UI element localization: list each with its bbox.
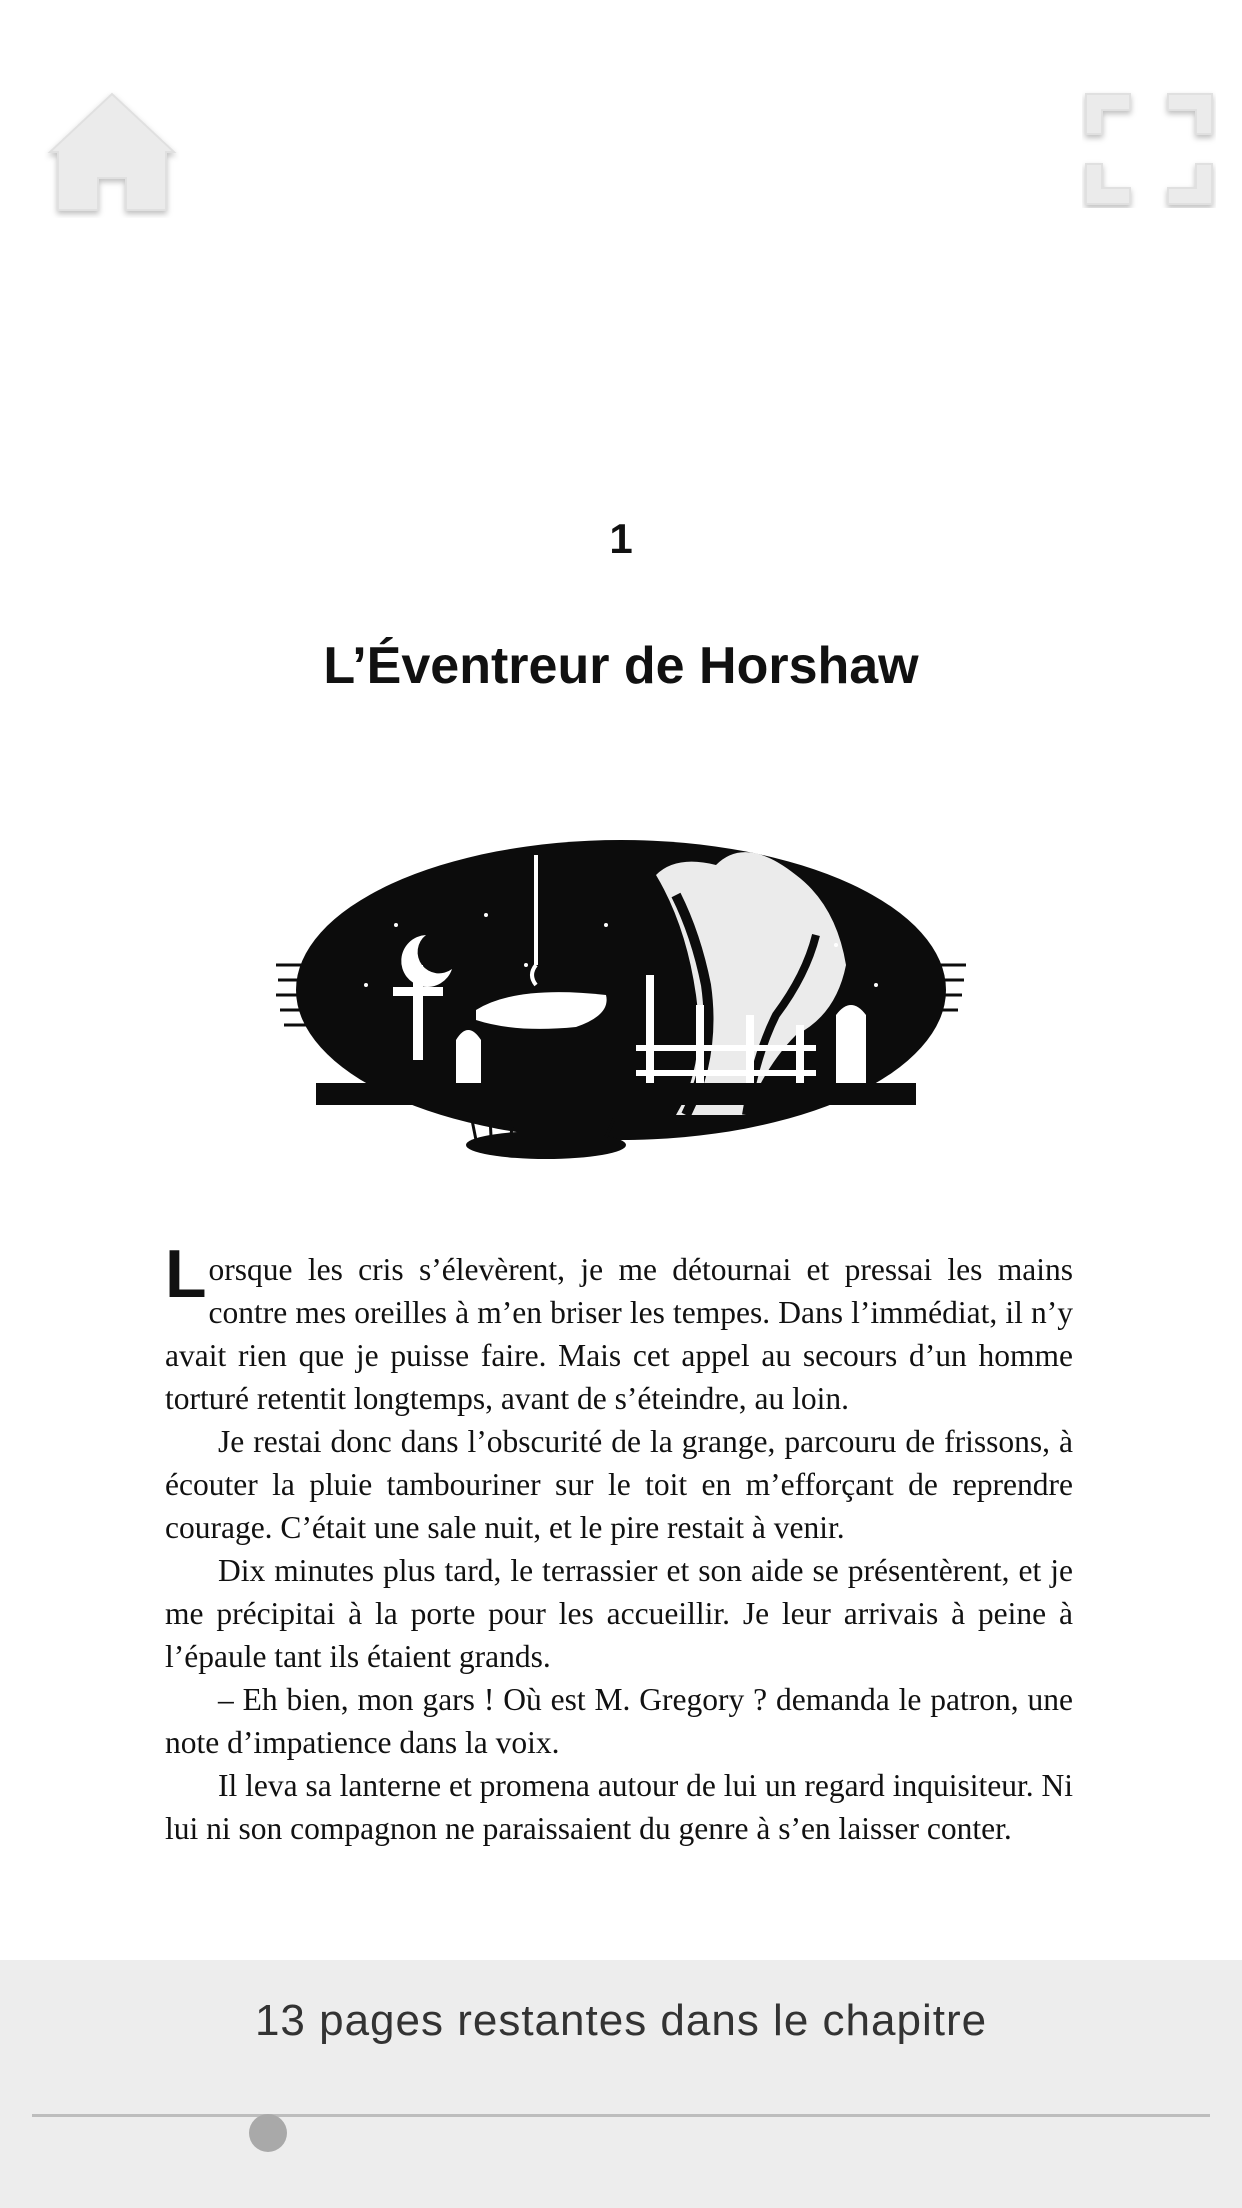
paragraph: Je restai donc dans l’obscurité de la grange, parcouru de frissons, à écouter la pluie tambouriner sur le toit en m’efforçant de reprendre courage. C’était une sale nuit, et le pire restait à venir. — [165, 1424, 1073, 1545]
progress-footer — [0, 1960, 1242, 2208]
chapter-text — [165, 1236, 1073, 1850]
paragraph: – Eh bien, mon gars ! Où est M. Gregory ? demanda le patron, une note d’impatience dans la voix. — [165, 1682, 1073, 1760]
graveyard-illustration — [276, 815, 966, 1175]
fullscreen-icon[interactable] — [1082, 90, 1216, 208]
paragraph: Dix minutes plus tard, le terrassier et son aide se présentèrent, et je me précipitai à la porte pour les accueillir. Je leur arrivais à peine à l’épaule tant ils étaient grands. — [165, 1553, 1073, 1674]
paragraph: Il leva sa lanterne et promena autour de lui un regard inquisiteur. Ni lui ni son compagnon ne paraissaient du genre à s’en laisser conter. — [165, 1768, 1073, 1846]
progress-slider-thumb[interactable] — [249, 2114, 287, 2152]
pages-remaining-label: 13 pages restantes dans le chapitre — [254, 1996, 988, 2045]
reader-toolbar — [0, 0, 1242, 260]
chapter-number: 1 — [609, 515, 633, 562]
chapter-title: L’Éventreur de Horshaw — [323, 637, 919, 695]
paragraph: Lorsque les cris s’élevèrent, je me détournai et pressai les mains contre mes oreilles à m’en briser les tempes. Dans l’immédiat, il n’y avait rien que je puisse faire. Mais cet appel au secours d’un homme torturé retentit longtemps, avant de s’éteindre, au loin. — [165, 1236, 1073, 1416]
progress-slider-track[interactable] — [32, 2114, 1210, 2117]
home-icon[interactable] — [44, 88, 180, 218]
drop-cap: L — [165, 1236, 207, 1312]
